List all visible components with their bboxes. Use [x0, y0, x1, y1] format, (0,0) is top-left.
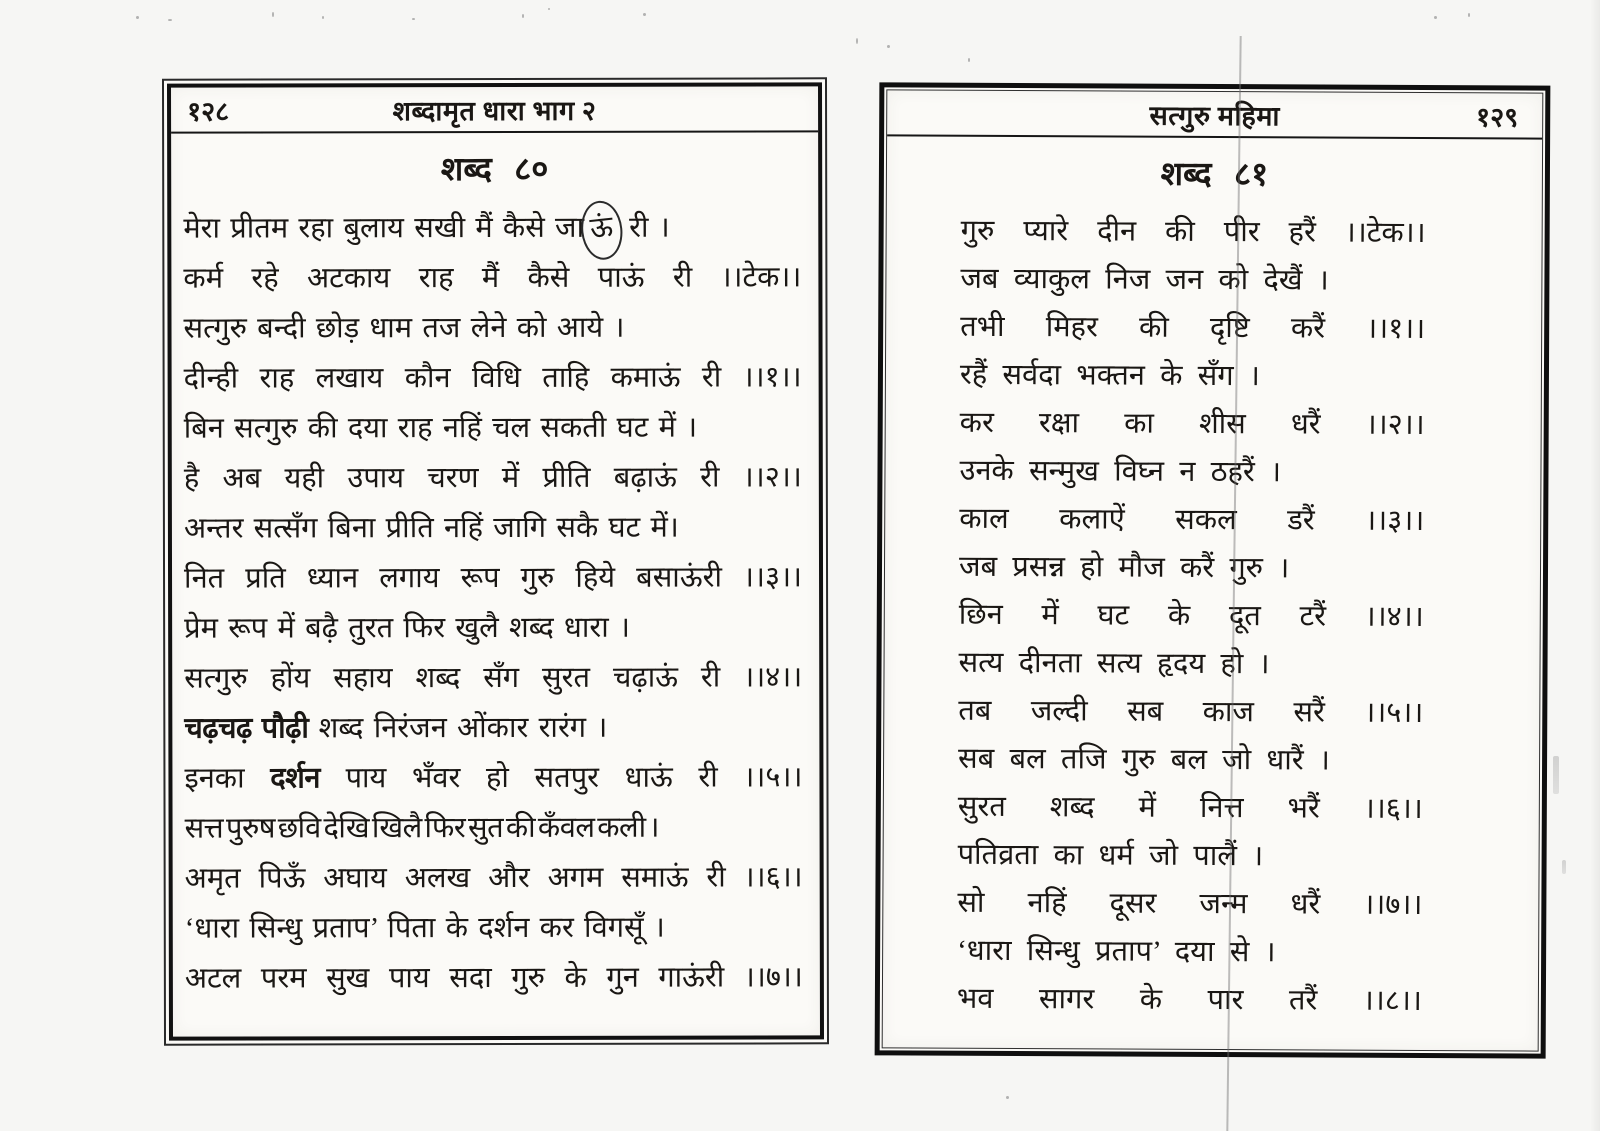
right-page-number: १२९ [1476, 101, 1519, 132]
scan-speck [272, 12, 274, 17]
overinked-text: दर्शन [270, 762, 320, 795]
verse-text: है अब यही उपाय चरण में प्रीति बढ़ाऊं री ।।२।। [183, 461, 802, 495]
verse-text: दीन्ही राह लखाय कौन विधि ताहि कमाऊं री ।।१।। [183, 361, 802, 395]
verse-text: सत्गुरु होंय सहाय शब्द सँग सुरत चढ़ाऊं री ।।४।। [184, 661, 803, 695]
verse-line: पतिव्रता का धर्म जो पालैं । [957, 838, 1264, 873]
left-page-frame [167, 82, 824, 1040]
verse-text: शब्द निरंजन ओंकार रारंग । [308, 711, 608, 745]
verse-text: बिन सत्गुरु की दया राह नहिं चल सकती घट में । [183, 411, 698, 445]
pen-circle-annotation: ऊं [578, 199, 625, 262]
verse-line: उनके सन्मुख विघ्न न ठहरैं । [959, 454, 1282, 489]
verse-line [183, 253, 801, 304]
right-verse-body [883, 207, 1542, 1026]
verse-line: गुरु प्यारे दीन की पीर हरैं ।।टेक।। [960, 214, 1426, 250]
verse-text: सत्त पुरुष छवि देखि खिलै फिर सुत की कँवल कली । [184, 811, 659, 845]
left-page-header [171, 86, 818, 133]
verse-line: भव सागर के पार तरैं ।।८।। [956, 982, 1422, 1018]
left-page [162, 77, 829, 1045]
verse-line: सो नहिं दूसर जन्म धरैं ।।७।। [957, 886, 1423, 922]
verse-text: मेरा प्रीतम रहा बुलाय सखी मैं कैसे जा [183, 211, 585, 245]
verse-text: अटल परम सुख पाय सदा गुरु के गुन गाऊंरी ।।७।। [184, 961, 803, 995]
verse-line: कर रक्षा का शीस धरैं ।।२।। [959, 406, 1425, 442]
verse-text: अन्तर सत्सँग बिना प्रीति नहिं जागि सकै घट में। [183, 511, 679, 545]
right-page-header-title: सत्गुरु महिमा [1149, 100, 1280, 131]
right-page-header [887, 90, 1542, 139]
scan-speck [522, 14, 524, 18]
verse-text: इनका [184, 762, 271, 795]
verse-text: पाय भँवर हो सतपुर धाऊं री ।।५।। [319, 761, 803, 795]
verse-line: तब जल्दी सब काज सरैं ।।५।। [958, 694, 1424, 730]
verse-line [183, 203, 801, 254]
verse-text: सत्गुरु बन्दी छोड़ धाम तज लेने को आये । [183, 311, 625, 345]
verse-line [184, 753, 802, 804]
verse-line [184, 703, 802, 754]
scan-smudge [1562, 860, 1566, 874]
verse-line: तभी मिहर की दृष्टि करैं ।।१।। [960, 310, 1426, 346]
scan-speck [968, 58, 970, 62]
verse-line [184, 353, 802, 404]
scan-speck [168, 19, 172, 21]
scan-speck [322, 16, 324, 19]
scan-smudge [1553, 756, 1559, 794]
scan-speck [548, 8, 550, 10]
verse-line: जब प्रसन्न हो मौज करैं गुरु । [958, 550, 1290, 585]
verse-line: सब बल तजि गुरु बल जो धारैं । [957, 742, 1330, 777]
verse-line [185, 853, 803, 904]
scan-speck [887, 45, 890, 48]
right-page [875, 82, 1551, 1058]
left-verse-body [171, 203, 820, 1004]
scan-speck [643, 13, 646, 16]
scan-speck [136, 16, 139, 19]
verse-line: ‘धारा सिन्धु प्रताप’ दया से । [957, 934, 1276, 969]
verse-text: नित प्रति ध्यान लगाय रूप गुरु हिये बसाऊंरी ।।३।। [184, 561, 803, 595]
verse-line [185, 803, 803, 854]
verse-line: सुरत शब्द में नित्त भरैं ।।६।। [957, 790, 1423, 826]
verse-line [184, 603, 802, 654]
verse-line [184, 653, 802, 704]
left-section-title: शब्द ८० [440, 151, 549, 189]
right-page-frame [882, 89, 1544, 1051]
overinked-text: चढ़चढ़ पौढ़ी [184, 712, 309, 745]
verse-line: छिन में घट के दूत टरैं ।।४।। [958, 598, 1424, 634]
scan-speck [1434, 16, 1437, 19]
verse-line: जब व्याकुल निज जन को देखैं । [960, 262, 1329, 297]
verse-text: ‘धारा सिन्धु प्रताप’ पिता के दर्शन कर विगसूँ । [184, 911, 665, 945]
scan-speck [1468, 13, 1470, 17]
verse-line [184, 503, 802, 554]
scan-speck [412, 18, 415, 20]
verse-text: री । [618, 211, 670, 244]
verse-text: अमृत पिऊँ अघाय अलख और अगम समाऊं री ।।६।। [184, 861, 803, 895]
verse-line: काल कलाऐं सकल डरैं ।।३।। [959, 502, 1425, 538]
verse-line [183, 303, 801, 354]
verse-line [184, 403, 802, 454]
verse-line: रहैं सर्वदा भक्तन के सँग । [959, 358, 1260, 393]
verse-line [185, 953, 803, 1004]
verse-line [185, 903, 803, 954]
left-page-number: १२८ [187, 96, 230, 127]
scan-edge-shade [1590, 0, 1600, 1131]
scan-speck [1006, 1096, 1009, 1099]
verse-text: प्रेम रूप में बढ़ै तुरत फिर खुलै शब्द धारा । [184, 611, 631, 645]
verse-line [184, 453, 802, 504]
left-page-header-title: शब्दामृत धारा भाग २ [392, 95, 597, 126]
right-section-title: शब्द ८१ [1160, 156, 1269, 194]
scan-speck [856, 38, 858, 44]
verse-text: कर्म रहे अटकाय राह मैं कैसे पाऊं री ।।टेक।। [183, 261, 802, 295]
verse-line [184, 553, 802, 604]
verse-line: सत्य दीनता सत्य हृदय हो । [958, 646, 1270, 681]
